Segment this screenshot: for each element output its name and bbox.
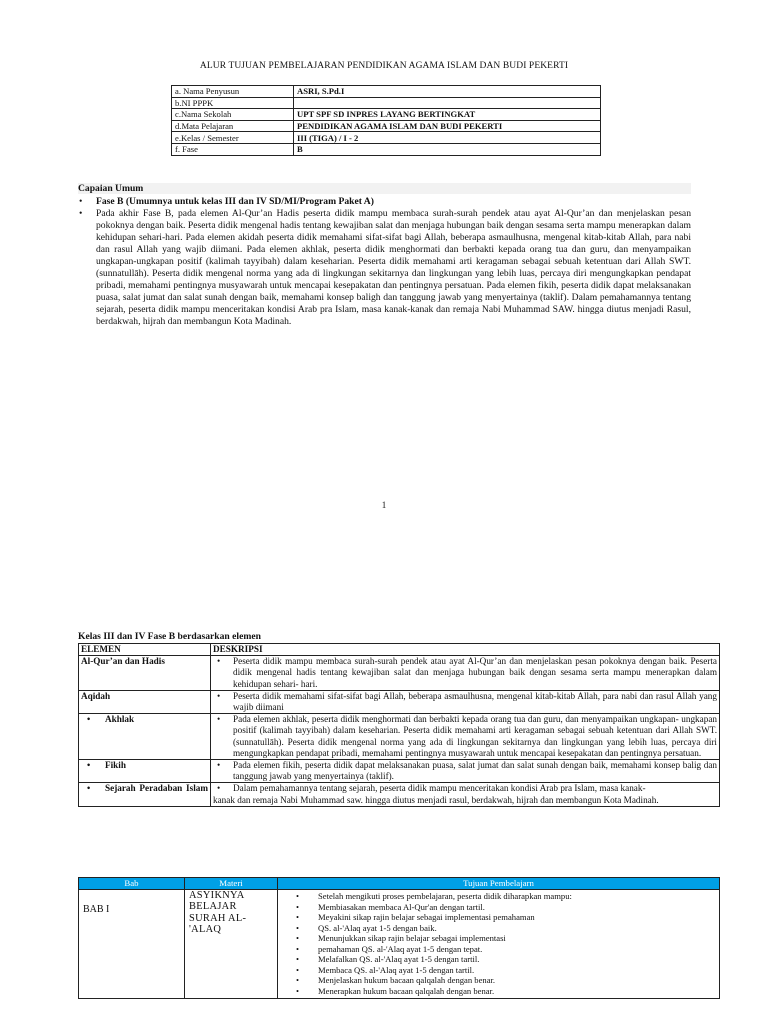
learning-objective: Membiasakan membaca Al-Qur'an dengan tartil. — [318, 901, 485, 912]
materi-cell: ASYIKNYA BELAJAR SURAH AL-'ALAQ — [185, 890, 278, 999]
element-name-cell — [79, 783, 211, 806]
element-name-cell — [79, 760, 211, 783]
identity-value: III (TIGA) / I - 2 — [294, 132, 601, 144]
learning-objective: QS. al-'Alaq ayat 1-5 dengan baik. — [318, 922, 437, 933]
identity-value: PENDIDIKAN AGAMA ISLAM DAN BUDI PEKERTI — [294, 120, 601, 132]
bullet-icon: • — [296, 954, 300, 965]
bullet-icon: • — [87, 760, 91, 771]
identity-label: f. Fase — [172, 143, 294, 155]
bullet-icon: • — [296, 964, 300, 975]
learning-objective: Membaca QS. al-'Alaq ayat 1-5 dengan tartil. — [318, 964, 475, 975]
element-description: Pada elemen fikih, peserta didik dapat melaksanakan puasa, salat jumat dan salat sunah dengan baik, memahami konsep balig dan tanggung jawab yang menyertainya (taklif). — [233, 760, 717, 782]
table-row — [79, 890, 720, 999]
elemen-table — [78, 643, 720, 807]
identity-row — [172, 109, 601, 121]
learning-objective: Menjelaskan hukum bacaan qalqalah dengan benar. — [318, 975, 496, 986]
column-header-bab: Bab — [79, 878, 185, 890]
table-row — [79, 656, 720, 691]
column-header-materi: Materi — [185, 878, 278, 890]
element-description: Dalam pemahamannya tentang sejarah, peserta didik mampu menceritakan kondisi Arab pra Islam, masa kanak- — [233, 783, 646, 794]
table-header-row — [79, 878, 720, 890]
list-item — [292, 923, 715, 934]
element-description: Peserta didik memahami sifat-sifat bagi Allah, beberapa asmaulhusna, mengenal kitab-kitab Allah, para nabi dan rasul Allah yang wajib diimani — [233, 690, 717, 713]
identity-row — [172, 97, 601, 109]
table-row — [79, 714, 720, 760]
phase-description: Pada akhir Fase B, pada elemen Al-Qur’an Hadis peserta didik mampu membaca surah-surah pendek atau ayat Al-Qur’an dan menjelaskan pesan pokoknya dengan baik. Peserta didik mengenal hadis tentang kewajiban salat dan menjaga hubungan baik dengan sesama serta mampu menerapkan dalam kehidupan sehari-hari. Pada elemen akidah peserta didik memahami sifat-sifat bagi Allah, beberapa asmaulhusna, mengenal kitab-kitab Allah, para nabi dan rasul Allah yang wajib diimani. Pada elemen akhlak, peserta didik menghormati dan berbakti kepada orang tua dan guru, dan menyampaikan ungkapan-ungkapan positif (kalimah tayyibah) dalam keseharian. Peserta didik memahami arti keragaman sebagai sebuah ketentuan dari Allah SWT. (sunnatullāh). Peserta didik mengenal norma yang ada di lingkungan sekitarnya dan lingkungan yang lebih luas, percaya diri mengungkapkan pendapat pribadi, memahami pentingnya musyawarah untuk mencapai kesepakatan dan pentingnya persatuan. Pada elemen fikih, peserta didik dapat melaksanakan puasa, salat jumat dan salat sunah dengan baik, memahami konsep baligh dan tanggung jawab yang menyertainya (taklif). Dalam pemahamannya tentang sejarah, peserta didik mampu menceritakan kondisi Arab pra Islam, masa kanak-kanak dan remaja Nabi Muhammad SAW. hingga diutus menjadi Rasul, berdakwah, hijrah dan membangun Kota Madinah. — [96, 207, 691, 327]
element-description: Peserta didik mampu membaca surah-surah pendek atau ayat Al-Qur’an dan menjelaskan pesan pokoknya dengan baik. Peserta didik mengenal hadis tentang kewajiban salat dan menjaga hubungan baik dengan sesama serta mampu menerapkan dalam kehidupan sehari- hari. — [233, 656, 717, 689]
bullet-icon: • — [87, 783, 91, 794]
bullet-icon: • — [296, 922, 300, 933]
bullet-icon: • — [296, 912, 300, 923]
learning-objective: Melafalkan QS. al-'Alaq ayat 1-5 dengan tartil. — [318, 954, 480, 965]
element-name: Al-Qur’an dan Hadis — [79, 656, 211, 691]
element-name: Fikih — [105, 760, 126, 771]
element-description-continued: kanak dan remaja Nabi Muhammad saw. hingga diutus menjadi rasul, berdakwah, hijrah dan membangun Kota Madinah. — [213, 794, 659, 805]
identity-row — [172, 120, 601, 132]
bullet-icon: • — [87, 714, 91, 725]
bab-cell: BAB I — [79, 890, 185, 999]
list-item — [78, 196, 691, 208]
element-description-cell — [211, 690, 720, 713]
list-item — [78, 208, 691, 328]
identity-label: c.Nama Sekolah — [172, 109, 294, 121]
element-description-cell — [211, 783, 720, 806]
tujuan-cell — [278, 890, 720, 999]
learning-objective: Menunjukkan sikap rajin belajar sebagai implementasi — [318, 933, 506, 944]
phase-title: Fase B (Umumnya untuk kelas III dan IV SD/MI/Program Paket A) — [96, 196, 374, 207]
bullet-icon: • — [217, 690, 221, 701]
bullet-icon: • — [296, 933, 300, 944]
table-row — [79, 760, 720, 783]
element-description-cell — [211, 656, 720, 691]
element-name: Aqidah — [79, 690, 211, 713]
list-item — [292, 965, 715, 976]
bullet-icon: • — [79, 207, 83, 219]
element-description-cell — [211, 714, 720, 760]
list-item — [292, 975, 715, 986]
list-item — [292, 986, 715, 997]
section-heading-elemen: Kelas III dan IV Fase B berdasarkan elemen — [78, 631, 261, 642]
bullet-icon: • — [217, 783, 221, 794]
element-name-cell — [79, 714, 211, 760]
learning-objective: Menerapkan hukum bacaan qalqalah dengan benar. — [318, 985, 495, 996]
table-header-row — [79, 644, 720, 656]
identity-label: a. Nama Penyusun — [172, 86, 294, 98]
identity-row — [172, 86, 601, 98]
list-item — [292, 954, 715, 965]
element-description: Pada elemen akhlak, peserta didik menghormati dan berbakti kepada orang tua dan guru, dan menyampaikan ungkapan- ungkapan positif (kalimah tayyibah) dalam keseharian. Peserta didik memahami arti keragaman sebagai sebuah ketentuan dari Allah SWT. (sunnatullāh). Peserta didik mengenal norma yang ada di lingkungan sekitarnya dan lingkungan yang lebih luas, percaya diri mengungkapkan pendapat pribadi, memahami pentingnya musyawarah untuk mencapai kesepakatan dan pentingnya persatuan. — [233, 714, 717, 758]
section-heading-capaian-umum: Capaian Umum — [78, 183, 691, 194]
bullet-icon: • — [296, 985, 300, 996]
bullet-icon: • — [217, 656, 221, 667]
list-item — [292, 891, 715, 902]
capaian-umum-list — [78, 196, 691, 327]
table-row — [79, 783, 720, 806]
list-item — [292, 912, 715, 923]
bullet-icon: • — [296, 943, 300, 954]
identity-row — [172, 143, 601, 155]
bullet-icon: • — [296, 891, 300, 901]
identity-value: UPT SPF SD INPRES LAYANG BERTINGKAT — [294, 109, 601, 121]
list-item — [292, 902, 715, 913]
identity-table — [171, 85, 601, 156]
document-title: ALUR TUJUAN PEMBELAJARAN PENDIDIKAN AGAMA ISLAM DAN BUDI PEKERTI — [199, 61, 569, 71]
identity-value: ASRI, S.Pd.I — [294, 86, 601, 98]
table-row — [79, 690, 720, 713]
learning-objective: Setelah mengikuti proses pembelajaran, peserta didik diharapkan mampu: — [318, 891, 572, 901]
bullet-icon: • — [296, 975, 300, 986]
column-header-tujuan: Tujuan Pembelajarn — [278, 878, 720, 890]
identity-label: b.NI PPPK — [172, 97, 294, 109]
identity-row — [172, 132, 601, 144]
identity-value — [294, 97, 601, 109]
bullet-icon: • — [217, 714, 221, 725]
list-item — [292, 933, 715, 944]
element-name: Akhlak — [105, 714, 135, 725]
column-header-elemen: ELEMEN — [79, 644, 211, 656]
bullet-icon: • — [217, 760, 221, 771]
bullet-icon: • — [296, 901, 300, 912]
bab-table — [78, 877, 720, 999]
column-header-deskripsi: DESKRIPSI — [211, 644, 720, 656]
identity-label: e.Kelas / Semester — [172, 132, 294, 144]
identity-label: d.Mata Pelajaran — [172, 120, 294, 132]
element-name: Sejarah Peradaban Islam — [105, 783, 208, 794]
page-number: 1 — [381, 500, 387, 510]
learning-objective: pemahaman QS. al-'Alaq ayat 1-5 dengan tepat. — [318, 943, 483, 954]
identity-value: B — [294, 143, 601, 155]
list-item — [292, 944, 715, 955]
bullet-icon: • — [79, 196, 83, 207]
element-description-cell — [211, 760, 720, 783]
learning-objective: Meyakini sikap rajin belajar sebagai implementasi pemahaman — [318, 912, 535, 923]
